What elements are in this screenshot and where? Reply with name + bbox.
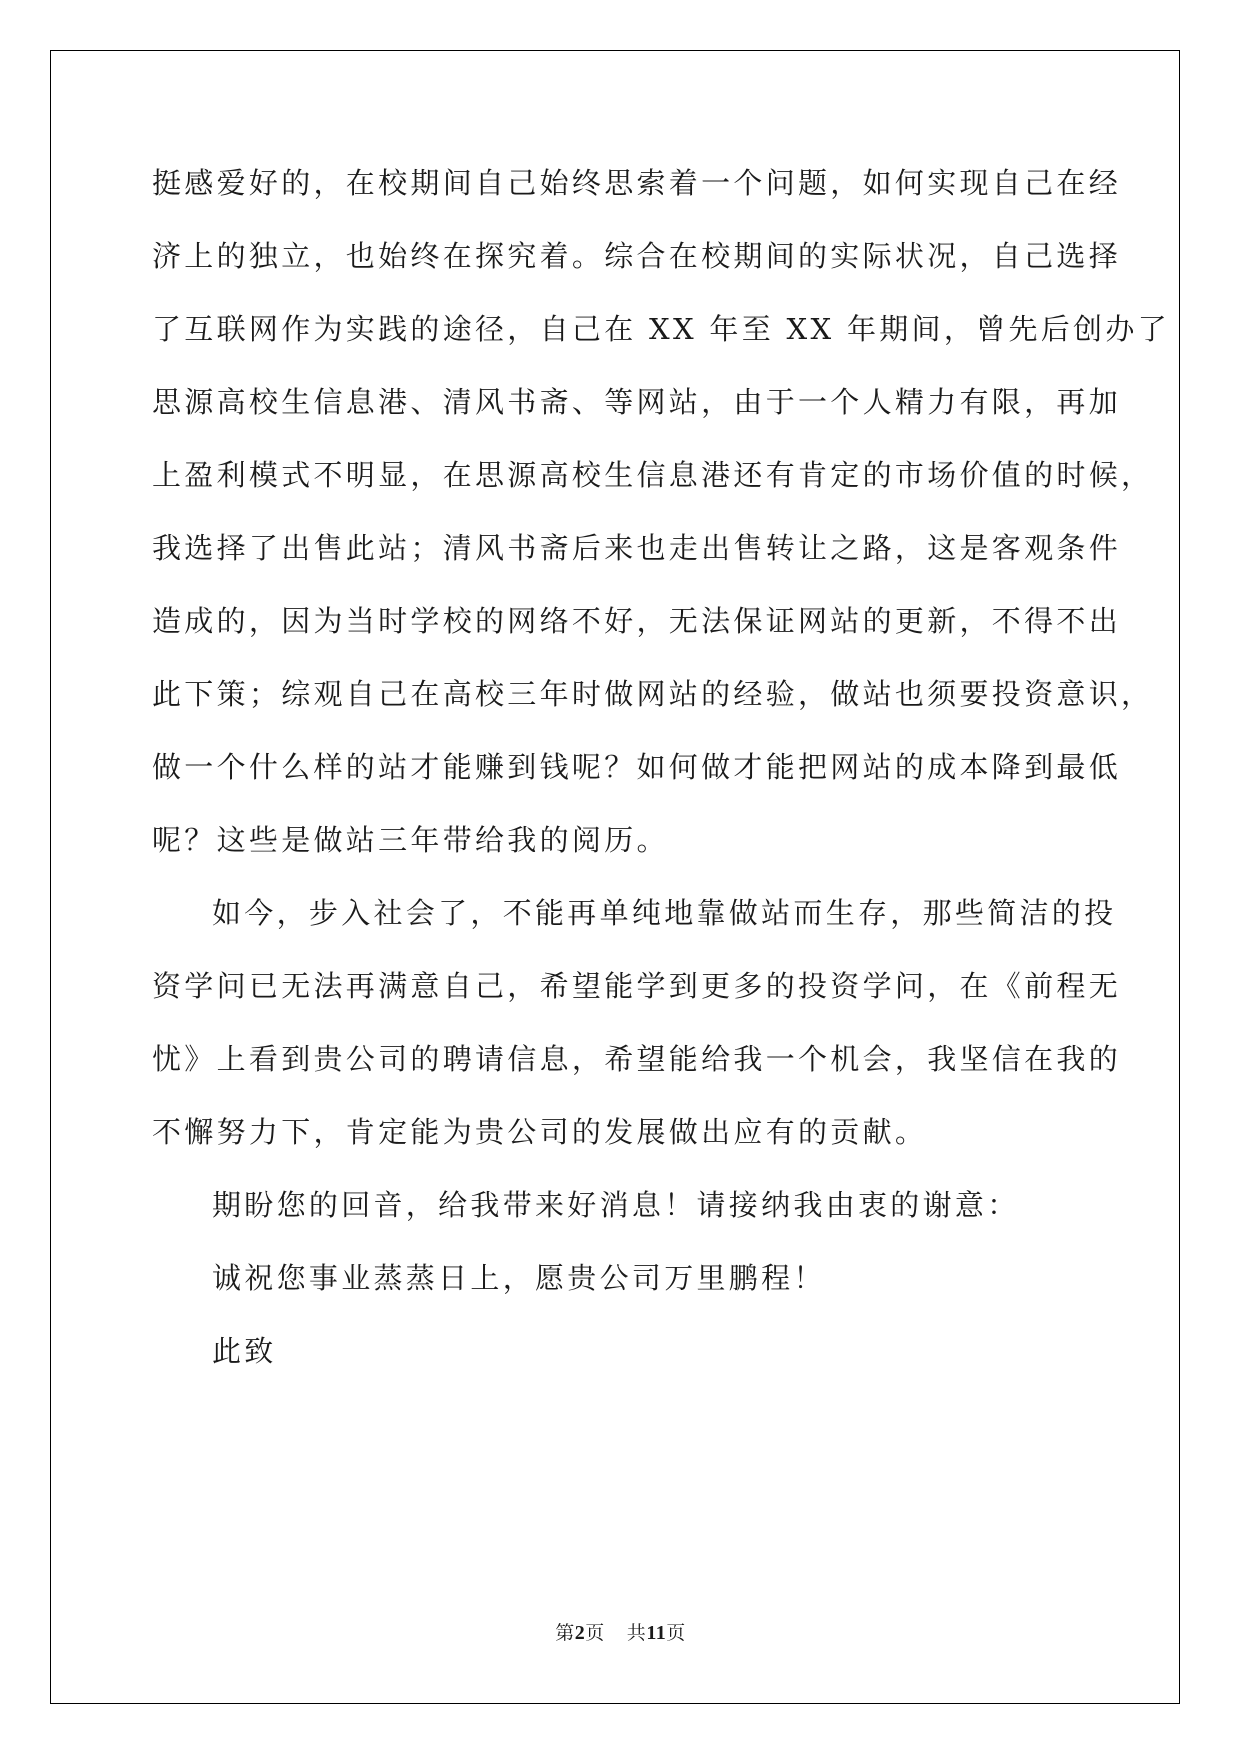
closing-wish-line: 期盼您的回音，给我带来好消息！请接纳我由衷的谢意： [212,1188,1020,1222]
paragraph-start-line: 如今，步入社会了，不能再单纯地靠做站而生存，那些简洁的投 [212,896,1117,930]
footer-page-prefix: 第 [555,1622,575,1644]
body-line: 此下策；综观自己在高校三年时做网站的经验，做站也须要投资意识， [152,677,1154,711]
body-line: 呢？这些是做站三年带给我的阅历。 [152,823,669,857]
body-line: 我选择了出售此站；清风书斋后来也走出售转让之路，这是客观条件 [152,531,1122,565]
body-line: 济上的独立，也始终在探究着。综合在校期间的实际状况，自己选择 [152,239,1122,273]
body-line: 资学问已无法再满意自己，希望能学到更多的投资学问，在《前程无 [152,969,1122,1003]
footer-total-prefix: 共 [626,1622,647,1644]
footer-page-total: 11 [646,1622,667,1644]
body-line: 不懈努力下，肯定能为贵公司的发展做出应有的贡献。 [152,1115,928,1149]
body-line: 忧》上看到贵公司的聘请信息，希望能给我一个机会，我坚信在我的 [152,1042,1122,1076]
body-line: 做一个什么样的站才能赚到钱呢？如何做才能把网站的成本降到最低 [152,750,1122,784]
letter-body [152,163,1170,1404]
blessing-line: 诚祝您事业蒸蒸日上，愿贵公司万里鹏程！ [212,1261,826,1295]
body-line: 挺感爱好的，在校期间自己始终思索着一个问题，如何实现自己在经 [152,166,1122,200]
body-line: 上盈利模式不明显，在思源高校生信息港还有肯定的市场价值的时候， [152,458,1154,492]
footer-page-current: 2 [574,1622,586,1644]
body-line: 思源高校生信息港、清风书斋、等网站，由于一个人精力有限，再加 [152,385,1122,419]
body-line: 造成的，因为当时学校的网络不好，无法保证网站的更新，不得不出 [152,604,1122,638]
salutation-line: 此致 [212,1334,277,1368]
body-line: 了互联网作为实践的途径，自己在 XX 年至 XX 年期间，曾先后创办了 [152,312,1170,346]
footer-total-suffix: 页 [666,1622,686,1644]
footer-page-suffix: 页 [585,1622,605,1644]
page-number-footer [0,1618,1241,1645]
